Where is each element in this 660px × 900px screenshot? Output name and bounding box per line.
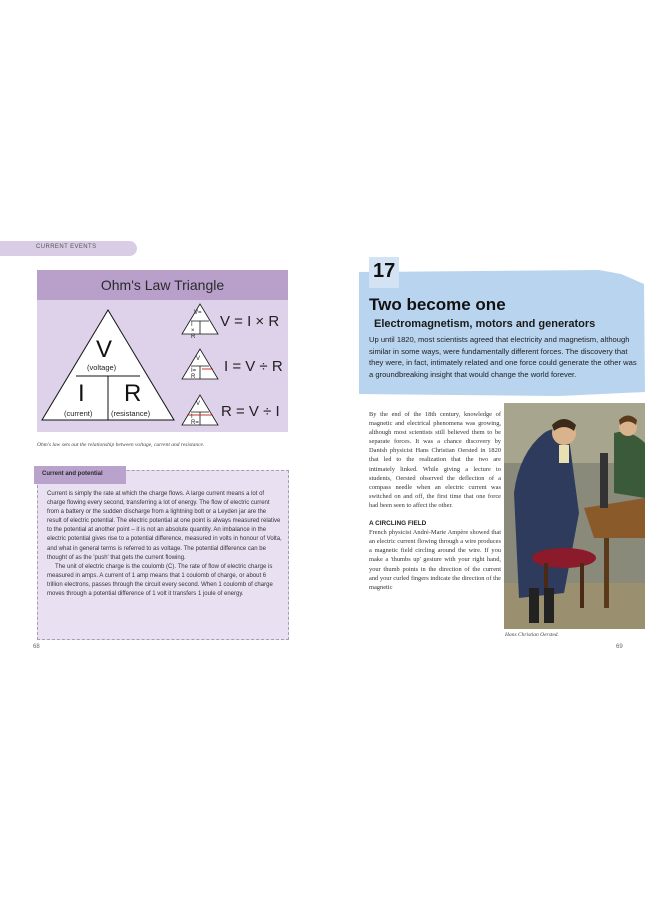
triangle-i-symbol: I <box>78 380 85 407</box>
mini-triangle-icon <box>181 394 219 426</box>
sidebar-box-tab <box>34 466 126 484</box>
triangle-r-symbol: R <box>124 380 142 407</box>
chapter-title: Two become one <box>369 295 506 314</box>
sidebar-box-text <box>47 490 282 599</box>
triangle-i-label: (current) <box>64 409 93 418</box>
image-caption: Hans Christian Oersted. <box>505 632 559 638</box>
page-number-left: 68 <box>33 644 40 650</box>
formula-current: I = V ÷ R <box>224 358 283 375</box>
figure-header <box>37 270 288 300</box>
chapter-intro: Up until 1820, most scientists agreed that electricity and magnetism, although similar in some ways, were fundamentally different forces. The discovery that they were, in fact, intimately related and one force could generate the other was a groundbreaking insight that would change the world forever. <box>369 335 637 379</box>
figure-caption: Ohm's law sets out the relationship between voltage, current and resistance. <box>37 442 205 448</box>
mini-triangle-icon <box>181 303 219 335</box>
figure-title: Ohm's Law Triangle <box>100 277 225 293</box>
section-tab <box>0 241 137 256</box>
ohms-triangle-diagram <box>40 308 176 427</box>
oersted-engraving-image <box>504 403 645 629</box>
illustration-icon <box>504 403 645 629</box>
mini-top-1: V= <box>194 310 202 316</box>
page-number-right: 69 <box>616 644 623 650</box>
mini-triangle-icon <box>181 348 219 380</box>
box-paragraph: Current is simply the rate at which the charge flows. A large current means a lot of charge flowing every second, transferring a lot of energy. The flow of electric current from a battery or the sudden discharge from a lightning bolt or a Leyden jar are the result of electric potential. The electric potential at one point is always measured relative to the potential at another point – it is not an absolute quantity. An imbalance in the electric potential gives rise to a potential difference, measured in volts in honour of Volta, and what in general terms is referred to as voltage. The potential difference can be thought of as the 'push' that gets the current flowing. <box>47 491 282 561</box>
mini-top-2: V <box>196 356 201 362</box>
chapter-number: 17 <box>373 260 396 282</box>
triangle-r-label: (resistance) <box>111 409 151 418</box>
mini-bottom-3: I R= <box>191 414 199 426</box>
chapter-subtitle: Electromagnetism, motors and generators <box>374 318 596 330</box>
box-paragraph: The unit of electric charge is the coulomb (C). The rate of flow of electric charge is measured in amps. A current of 1 amp means that 1 coulomb of charge, or about 6 trillion electrons, passes through the circuit every second. When 1 coulomb of charge moves through a potential difference of 1 volt it transfers 1 joule of energy. <box>47 563 273 598</box>
body-paragraph: By the end of the 18th century, knowledge of magnetic and electrical phenomena was growing, although most scientists still believed them to be separate forces. It was a chance discovery by Danish physicist Hans Christian Oersted in 1820 that led to the realization that the two are intimately linked. While giving a lecture to students, Oersted observed the deflection of a compass needle when an electric current was switched on and off, the first time that one force had been seen to affect the other. <box>369 411 501 509</box>
subheading: A CIRCLING FIELD <box>369 520 427 528</box>
formula-resistance: R = V ÷ I <box>221 403 280 420</box>
formula-voltage: V = I × R <box>220 313 280 330</box>
triangle-v-symbol: V <box>96 336 113 363</box>
section-tab-label: CURRENT EVENTS <box>36 244 97 250</box>
body-paragraph: French physicist André-Marie Ampère showed that an electric current flowing through a wire produces a magnetic field circling around the wire. If you make a 'thumbs up' gesture with your right hand, your thumb points in the direction of the current and your curled fingers indicate the direction of the magnetic <box>369 529 501 591</box>
mini-top-3: V <box>196 401 201 407</box>
mini-bottom-2: I= R <box>191 368 197 380</box>
sidebar-box-title: Current and potential <box>42 471 103 477</box>
triangle-v-label: (voltage) <box>87 363 117 372</box>
body-text-column <box>369 410 501 592</box>
mini-bottom-1: I × R <box>191 322 196 340</box>
